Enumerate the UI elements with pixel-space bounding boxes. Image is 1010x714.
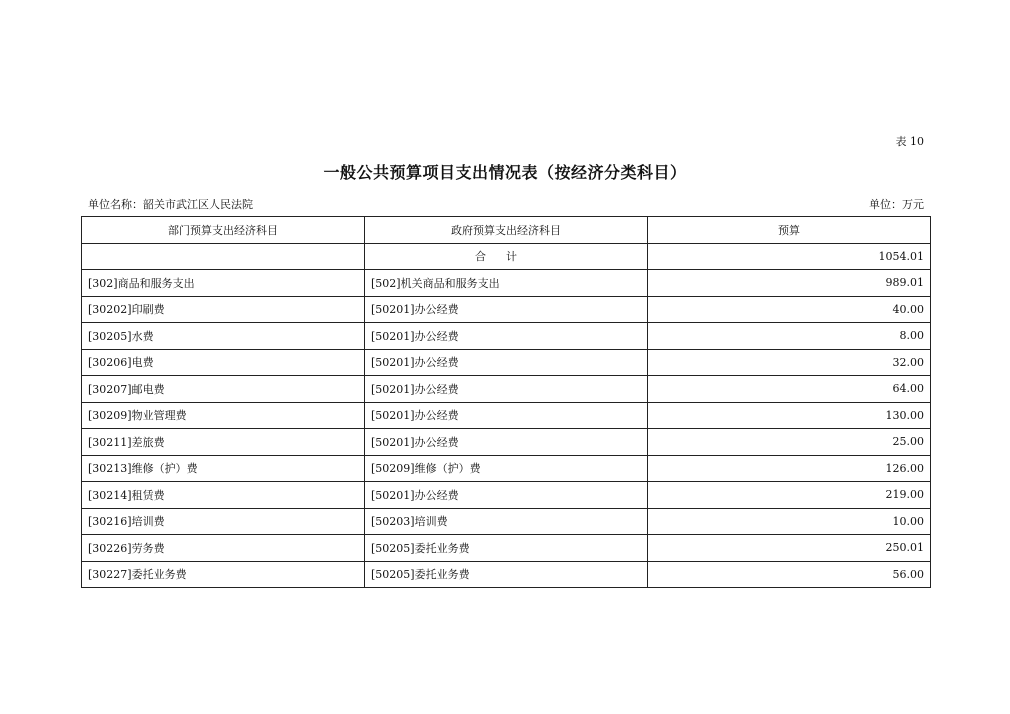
amount-cell: 10.00 (648, 508, 931, 535)
amount-cell: 25.00 (648, 429, 931, 456)
dept-item-cell: [30214]租赁费 (82, 482, 365, 509)
amount-cell: 126.00 (648, 455, 931, 482)
dept-item-cell: [30206]电费 (82, 349, 365, 376)
unit-name-label: 单位名称：韶关市武江区人民法院 (88, 198, 253, 211)
column-header-budget: 预算 (648, 217, 931, 244)
gov-item-cell: [50201]办公经费 (365, 349, 648, 376)
gov-item-cell: [502]机关商品和服务支出 (365, 270, 648, 297)
gov-item-cell: [50201]办公经费 (365, 402, 648, 429)
amount-cell: 130.00 (648, 402, 931, 429)
dept-item-cell: [30216]培训费 (82, 508, 365, 535)
amount-cell: 219.00 (648, 482, 931, 509)
table-row (82, 535, 931, 562)
table-row (82, 402, 931, 429)
currency-unit-label: 单位：万元 (869, 198, 924, 211)
gov-item-cell: [50201]办公经费 (365, 376, 648, 403)
table-row (82, 455, 931, 482)
dept-item-cell: [30207]邮电费 (82, 376, 365, 403)
dept-item-cell: [30226]劳务费 (82, 535, 365, 562)
total-label: 合计 (365, 243, 648, 270)
total-value: 1054.01 (648, 243, 931, 270)
table-row (82, 296, 931, 323)
table-row (82, 323, 931, 350)
total-row (82, 243, 931, 270)
dept-item-cell: [30209]物业管理费 (82, 402, 365, 429)
table-row (82, 508, 931, 535)
column-header-gov: 政府预算支出经济科目 (365, 217, 648, 244)
column-header-dept: 部门预算支出经济科目 (82, 217, 365, 244)
gov-item-cell: [50205]委托业务费 (365, 561, 648, 588)
budget-table (81, 216, 931, 588)
amount-cell: 250.01 (648, 535, 931, 562)
dept-item-cell: [30202]印刷费 (82, 296, 365, 323)
amount-cell: 32.00 (648, 349, 931, 376)
table-row (82, 482, 931, 509)
gov-item-cell: [50201]办公经费 (365, 429, 648, 456)
dept-item-cell: [30213]维修（护）费 (82, 455, 365, 482)
table-row (82, 349, 931, 376)
table-row (82, 270, 931, 297)
amount-cell: 64.00 (648, 376, 931, 403)
table-header-row (82, 217, 931, 244)
gov-item-cell: [50201]办公经费 (365, 296, 648, 323)
amount-cell: 8.00 (648, 323, 931, 350)
gov-item-cell: [50201]办公经费 (365, 323, 648, 350)
dept-item-cell: [302]商品和服务支出 (82, 270, 365, 297)
gov-item-cell: [50209]维修（护）费 (365, 455, 648, 482)
gov-item-cell: [50201]办公经费 (365, 482, 648, 509)
table-row (82, 561, 931, 588)
dept-item-cell: [30205]水费 (82, 323, 365, 350)
dept-item-cell: [30227]委托业务费 (82, 561, 365, 588)
dept-item-cell: [30211]差旅费 (82, 429, 365, 456)
amount-cell: 56.00 (648, 561, 931, 588)
gov-item-cell: [50205]委托业务费 (365, 535, 648, 562)
page-title: 一般公共预算项目支出情况表（按经济分类科目） (323, 163, 687, 182)
table-number: 表 10 (895, 135, 924, 148)
table-row (82, 429, 931, 456)
amount-cell: 40.00 (648, 296, 931, 323)
table-row (82, 376, 931, 403)
total-empty-cell (82, 243, 365, 270)
gov-item-cell: [50203]培训费 (365, 508, 648, 535)
amount-cell: 989.01 (648, 270, 931, 297)
